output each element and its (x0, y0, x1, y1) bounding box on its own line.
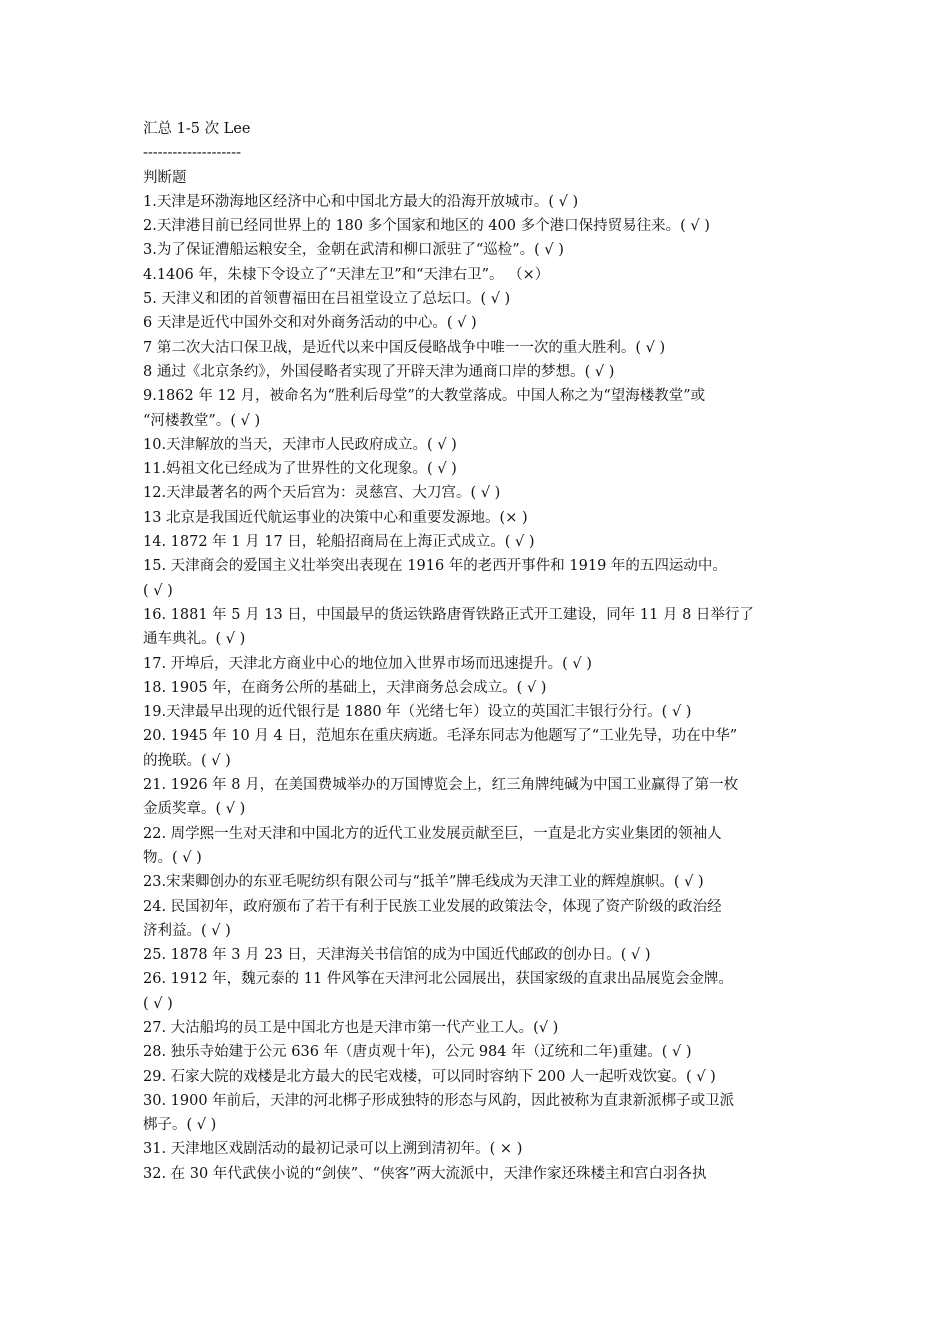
question-line: 梆子。( √ ) (143, 1117, 217, 1134)
question-line: 27. 大沽船坞的员工是中国北方也是天津市第一代产业工人。(√ ) (143, 1019, 559, 1036)
question-line: 8 通过《北京条约》，外国侵略者实现了开辟天津为通商口岸的梦想。( √ ) (143, 363, 615, 380)
question-line: 29. 石家大院的戏楼是北方最大的民宅戏楼，可以同时容纳下 200 人一起听戏饮宴。( √ ) (143, 1068, 716, 1085)
question-line: 28. 独乐寺始建于公元 636 年（唐贞观十年)，公元 984 年（辽统和二年)重建。( √ ) (143, 1044, 692, 1061)
question-line: 济利益。( √ ) (143, 922, 231, 939)
question-line: 16. 1881 年 5 月 13 日，中国最早的货运铁路唐胥铁路正式开工建设，同年 11 月 8 日举行了 (143, 606, 754, 623)
question-line: 24. 民国初年，政府颁布了若干有利于民族工业发展的政策法令，体现了资产阶级的政治经 (143, 898, 722, 915)
question-line: 5. 天津义和团的首领曹福田在吕祖堂设立了总坛口。( √ ) (143, 291, 511, 308)
question-line: 14. 1872 年 1 月 17 日，轮船招商局在上海正式成立。( √ ) (143, 534, 535, 551)
question-line: 13 北京是我国近代航运事业的决策中心和重要发源地。(× ) (143, 509, 528, 526)
question-line: 32. 在 30 年代武侠小说的“剑侠”、“侠客”两大流派中，天津作家还珠楼主和宫白羽各执 (143, 1165, 707, 1182)
question-line: 2.天津港目前已经同世界上的 180 多个国家和地区的 400 多个港口保持贸易往来。( √ ) (143, 218, 710, 235)
question-line: 12.天津最著名的两个天后宫为：灵慈宫、大刀宫。( √ ) (143, 485, 501, 502)
question-line: 通车典礼。( √ ) (143, 631, 246, 648)
question-line: 30. 1900 年前后，天津的河北梆子形成独特的形态与风韵，因此被称为直隶新派梆子或卫派 (143, 1092, 735, 1109)
question-list (143, 190, 811, 1186)
question-line: 10.天津解放的当天，天津市人民政府成立。( √ ) (143, 436, 457, 453)
question-line: 18. 1905 年，在商务公所的基础上，天津商务总会成立。( √ ) (143, 679, 547, 696)
question-line: 金质奖章。( √ ) (143, 801, 246, 818)
question-line: 1.天津是环渤海地区经济中心和中国北方最大的沿海开放城市。( √ ) (143, 193, 579, 210)
question-line: 7 第二次大沽口保卫战，是近代以来中国反侵略战争中唯一一次的重大胜利。( √ ) (143, 339, 666, 356)
question-line: 17. 开埠后，天津北方商业中心的地位加入世界市场而迅速提升。( √ ) (143, 655, 592, 672)
divider-line: -------------------- (143, 145, 241, 162)
question-line: 31. 天津地区戏剧活动的最初记录可以上溯到清初年。( × ) (143, 1141, 523, 1158)
question-line: 21. 1926 年 8 月，在美国费城举办的万国博览会上，红三角牌纯碱为中国工业赢得了第一枚 (143, 777, 739, 794)
document-page (143, 117, 811, 1186)
question-line: 25. 1878 年 3 月 23 日，天津海关书信馆的成为中国近代邮政的创办日。( √ ) (143, 947, 651, 964)
section-heading: 判断题 (143, 169, 187, 186)
question-line: 19.天津最早出现的近代银行是 1880 年（光绪七年）设立的英国汇丰银行分行。( √ ) (143, 704, 692, 721)
document-title: 汇总 1-5 次 Lee (143, 121, 251, 137)
question-line: 15. 天津商会的爱国主义壮举突出表现在 1916 年的老西开事件和 1919 年的五四运动中。 (143, 558, 727, 575)
question-line: 6 天津是近代中国外交和对外商务活动的中心。( √ ) (143, 315, 477, 332)
question-line: 物。( √ ) (143, 849, 202, 866)
question-line: 的挽联。( √ ) (143, 752, 231, 769)
question-line: 23.宋棐卿创办的东亚毛呢纺织有限公司与“抵羊”牌毛线成为天津工业的辉煌旗帜。( √ ) (143, 874, 704, 891)
question-line: 4.1406 年，朱棣下令设立了“天津左卫”和“天津右卫”。 （×） (143, 266, 550, 283)
question-line: “河楼教堂”。( √ ) (143, 412, 261, 429)
question-line: 11.妈祖文化已经成为了世界性的文化现象。( √ ) (143, 461, 457, 478)
question-line: ( √ ) (143, 582, 173, 599)
question-line: 3.为了保证漕船运粮安全，金朝在武清和柳口派驻了“巡检”。( √ ) (143, 242, 564, 259)
question-line: ( √ ) (143, 995, 173, 1012)
question-line: 20. 1945 年 10 月 4 日，范旭东在重庆病逝。毛泽东同志为他题写了“工业先导，功在中华” (143, 728, 738, 745)
question-line: 22. 周学熙一生对天津和中国北方的近代工业发展贡献至巨，一直是北方实业集团的领袖人 (143, 825, 722, 842)
question-line: 9.1862 年 12 月，被命名为“胜利后母堂”的大教堂落成。中国人称之为“望海楼教堂”或 (143, 388, 706, 405)
question-line: 26. 1912 年，魏元泰的 11 件风筝在天津河北公园展出，获国家级的直隶出品展览会金牌。 (143, 971, 733, 988)
